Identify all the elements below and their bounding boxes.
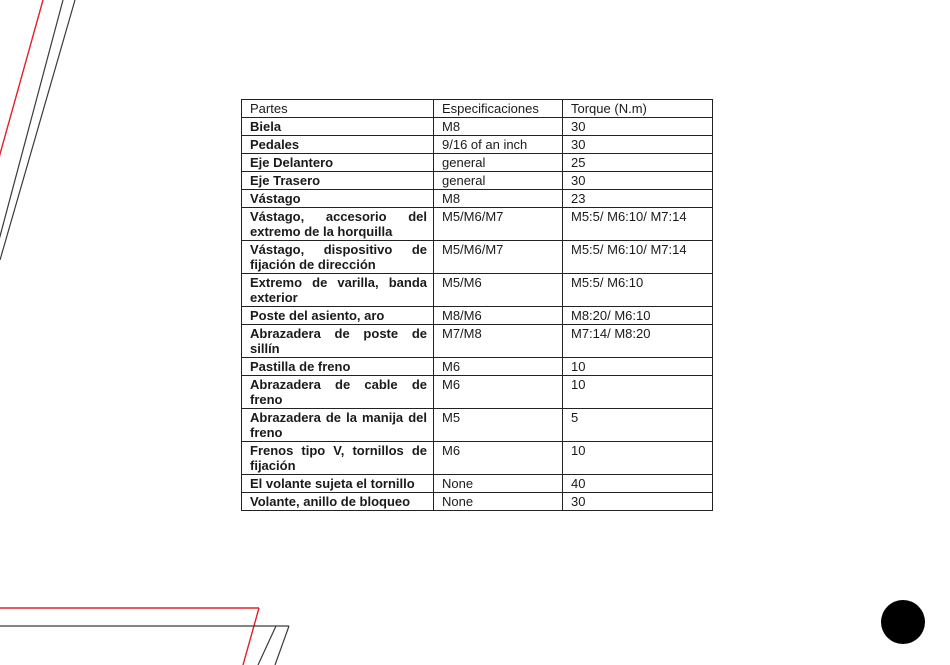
gray-slant-line-bottom-1 [258,626,276,665]
gray-slant-line-bottom-2 [275,626,289,665]
red-slant-line-bottom [243,608,259,665]
table-header-row [242,100,713,118]
spec-cell: M6 [434,376,563,409]
part-cell: Poste del asiento, aro [242,307,434,325]
table-row [242,172,713,190]
torque-cell: 10 [563,358,713,376]
table-row [242,493,713,511]
table-row [242,118,713,136]
table-row [242,376,713,409]
torque-cell: M7:14/ M8:20 [563,325,713,358]
part-cell: Abrazadera de poste de sillín [242,325,434,358]
part-cell: Extremo de varilla, banda exterior [242,274,434,307]
torque-cell: 10 [563,376,713,409]
part-cell: Pedales [242,136,434,154]
part-cell: Biela [242,118,434,136]
part-cell: Abrazadera de la manija del freno [242,409,434,442]
table-row [242,190,713,208]
gray-slant-line-top-1 [0,0,63,255]
table-row [242,475,713,493]
part-cell: El volante sujeta el tornillo [242,475,434,493]
table-row [242,307,713,325]
torque-cell: M8:20/ M6:10 [563,307,713,325]
torque-cell: 10 [563,442,713,475]
spec-cell: general [434,154,563,172]
spec-cell: M7/M8 [434,325,563,358]
spec-cell: M8 [434,118,563,136]
spec-cell: M5/M6 [434,274,563,307]
header-torque: Torque (N.m) [563,100,713,118]
part-cell: Vástago, accesorio del extremo de la horquilla [242,208,434,241]
spec-cell: None [434,493,563,511]
spec-cell: M8 [434,190,563,208]
gray-slant-line-top-2 [0,0,75,260]
torque-cell: 30 [563,493,713,511]
spec-cell: 9/16 of an inch [434,136,563,154]
torque-cell: 5 [563,409,713,442]
spec-cell: M8/M6 [434,307,563,325]
spec-cell: M6 [434,442,563,475]
part-cell: Volante, anillo de bloqueo [242,493,434,511]
spec-cell: general [434,172,563,190]
header-partes: Partes [242,100,434,118]
spec-cell: M5 [434,409,563,442]
part-cell: Abrazadera de cable de freno [242,376,434,409]
part-cell: Frenos tipo V, tornillos de fijación [242,442,434,475]
torque-cell: M5:5/ M6:10/ M7:14 [563,241,713,274]
torque-cell: 23 [563,190,713,208]
part-cell: Vástago [242,190,434,208]
table-row [242,442,713,475]
table-row [242,325,713,358]
spec-cell: M5/M6/M7 [434,241,563,274]
header-especificaciones: Especificaciones [434,100,563,118]
torque-cell: 30 [563,136,713,154]
torque-cell: 25 [563,154,713,172]
torque-cell: M5:5/ M6:10/ M7:14 [563,208,713,241]
table-row [242,274,713,307]
torque-cell: 30 [563,118,713,136]
table-row [242,136,713,154]
torque-spec-table [241,99,713,511]
table-row [242,409,713,442]
table-row [242,208,713,241]
part-cell: Eje Trasero [242,172,434,190]
spec-cell: M5/M6/M7 [434,208,563,241]
part-cell: Vástago, dispositivo de fijación de dirección [242,241,434,274]
torque-cell: M5:5/ M6:10 [563,274,713,307]
part-cell: Eje Delantero [242,154,434,172]
table-row [242,358,713,376]
spec-cell: None [434,475,563,493]
part-cell: Pastilla de freno [242,358,434,376]
spec-cell: M6 [434,358,563,376]
torque-cell: 40 [563,475,713,493]
table-row [242,154,713,172]
red-slant-line-top [0,0,43,190]
torque-cell: 30 [563,172,713,190]
table-row [242,241,713,274]
black-circle-marker [881,600,925,644]
